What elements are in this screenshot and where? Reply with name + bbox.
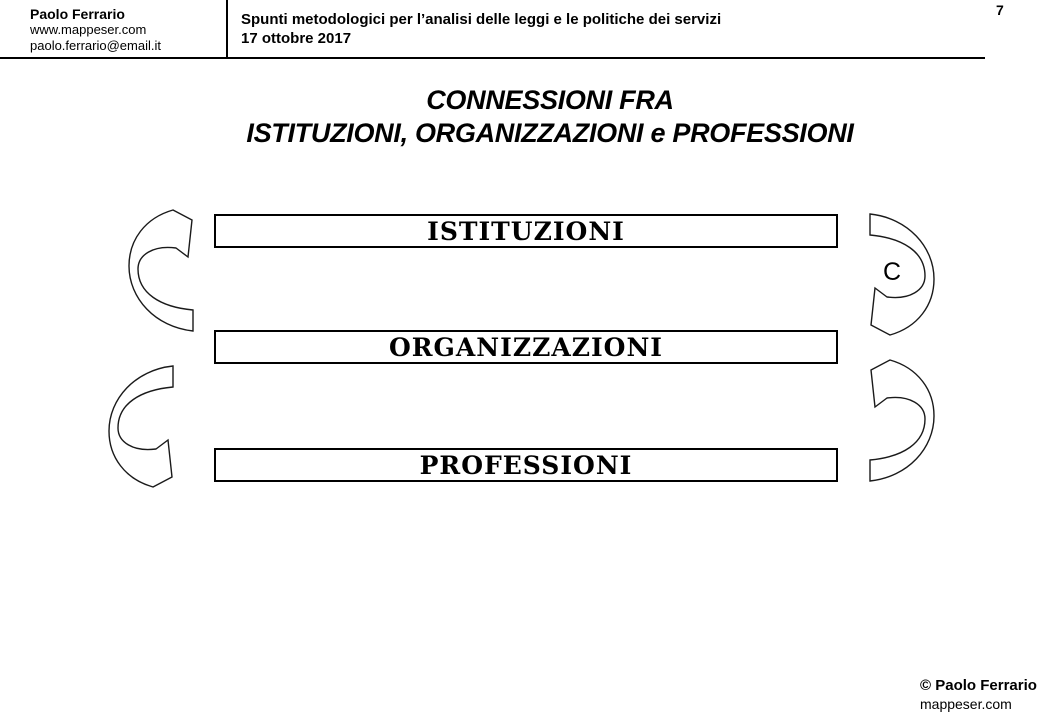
curved-arrow-right-top-icon <box>870 214 934 335</box>
page-number: 7 <box>996 2 1004 18</box>
author-name: Paolo Ferrario <box>30 6 125 22</box>
presentation-title: Spunti metodologici per l’analisi delle leggi e le politiche dei servizi <box>241 11 722 28</box>
slide-title-line1: CONNESSIONI FRA <box>426 85 674 115</box>
curved-arrow-left-top-icon <box>129 210 193 331</box>
curved-arrow-right-bottom-icon <box>870 360 934 481</box>
author-website: www.mappeser.com <box>30 22 147 37</box>
footer-website: mappeser.com <box>920 696 1012 712</box>
slide-title-line2: ISTITUZIONI, ORGANIZZAZIONI e PROFESSIONI <box>246 118 854 148</box>
arrow-label-c: C <box>883 258 902 286</box>
curved-arrow-left-bottom-icon <box>109 366 173 487</box>
box-organizzazioni: ORGANIZZAZIONI <box>214 330 838 364</box>
footer-copyright: © Paolo Ferrario <box>920 677 1037 694</box>
presentation-date: 17 ottobre 2017 <box>241 30 352 47</box>
author-email: paolo.ferrario@email.it <box>30 38 161 53</box>
box-professioni: PROFESSIONI <box>214 448 838 482</box>
footer-block <box>920 677 1037 713</box>
box-istituzioni: ISTITUZIONI <box>214 214 838 248</box>
